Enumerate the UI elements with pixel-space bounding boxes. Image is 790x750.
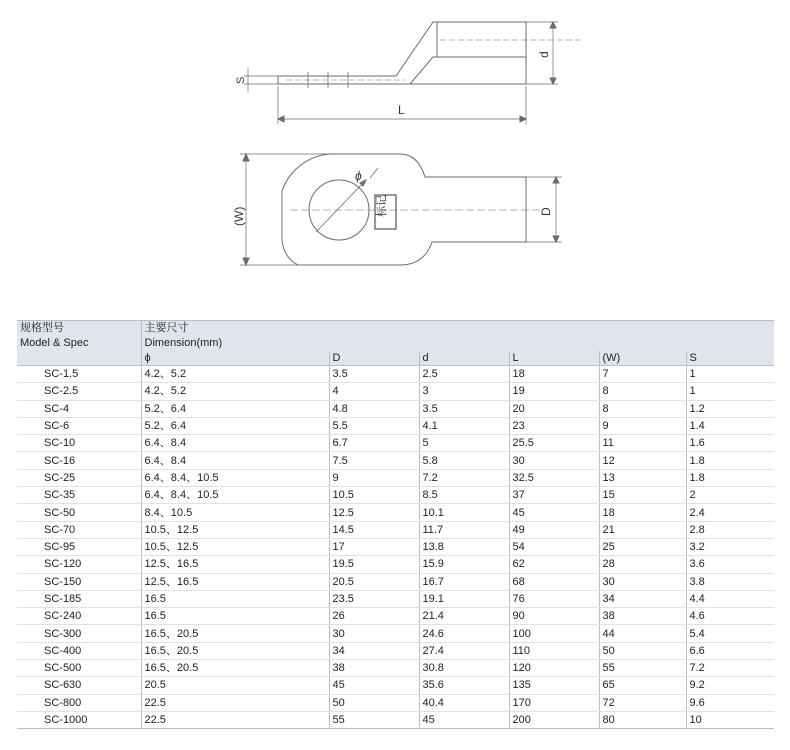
d-big-cell: 9 xyxy=(329,469,419,486)
model-cell: SC-400 xyxy=(17,642,141,659)
w-cell: 12 xyxy=(599,452,686,469)
phi-cell: 6.4、8.4、10.5 xyxy=(141,469,329,486)
l-cell: 68 xyxy=(509,573,599,590)
col-header-d: d xyxy=(419,351,509,366)
d-cell: 4.1 xyxy=(419,417,509,434)
d-big-cell: 55 xyxy=(329,711,419,728)
s-cell: 3.8 xyxy=(686,573,774,590)
model-cell: SC-6 xyxy=(17,417,141,434)
model-cell: SC-800 xyxy=(17,694,141,711)
table-row xyxy=(17,573,774,590)
table-row xyxy=(17,538,774,555)
d-cell: 24.6 xyxy=(419,625,509,642)
phi-cell: 16.5、20.5 xyxy=(141,625,329,642)
s-cell: 1.2 xyxy=(686,400,774,417)
d-cell: 40.4 xyxy=(419,694,509,711)
l-cell: 20 xyxy=(509,400,599,417)
model-cell: SC-16 xyxy=(17,452,141,469)
phi-cell: 4.2、5.2 xyxy=(141,366,329,383)
phi-cell: 16.5 xyxy=(141,590,329,607)
s-cell: 1.6 xyxy=(686,435,774,452)
top-view xyxy=(240,154,562,265)
s-cell: 3.6 xyxy=(686,556,774,573)
s-cell: 7.2 xyxy=(686,660,774,677)
terminal-lug-drawing xyxy=(0,0,790,300)
s-cell: 9.6 xyxy=(686,694,774,711)
table-row xyxy=(17,677,774,694)
d-cell: 19.1 xyxy=(419,590,509,607)
model-cell: SC-1000 xyxy=(17,711,141,728)
d-cell: 35.6 xyxy=(419,677,509,694)
d-cell: 16.7 xyxy=(419,573,509,590)
d-cell: 3 xyxy=(419,383,509,400)
phi-cell: 12.5、16.5 xyxy=(141,573,329,590)
phi-cell: 22.5 xyxy=(141,694,329,711)
w-cell: 72 xyxy=(599,694,686,711)
d-cell: 5.8 xyxy=(419,452,509,469)
table-row xyxy=(17,469,774,486)
w-cell: 13 xyxy=(599,469,686,486)
phi-cell: 20.5 xyxy=(141,677,329,694)
w-cell: 8 xyxy=(599,383,686,400)
w-cell: 44 xyxy=(599,625,686,642)
table-row xyxy=(17,383,774,400)
d-cell: 27.4 xyxy=(419,642,509,659)
model-cell: SC-240 xyxy=(17,608,141,625)
d-big-cell: 12.5 xyxy=(329,504,419,521)
w-cell: 80 xyxy=(599,711,686,728)
s-cell: 10 xyxy=(686,711,774,728)
table-row xyxy=(17,504,774,521)
table-row xyxy=(17,660,774,677)
l-cell: 62 xyxy=(509,556,599,573)
d-big-cell: 3.5 xyxy=(329,366,419,383)
w-cell: 38 xyxy=(599,608,686,625)
d-cell: 7.2 xyxy=(419,469,509,486)
d-big-cell: 17 xyxy=(329,538,419,555)
s-cell: 4.6 xyxy=(686,608,774,625)
d-big-cell: 4.8 xyxy=(329,400,419,417)
model-cell: SC-150 xyxy=(17,573,141,590)
table-row xyxy=(17,694,774,711)
header-dims-en: Dimension(mm) xyxy=(141,336,774,351)
header-dims-cn: 主要尺寸 xyxy=(141,321,774,337)
phi-cell: 5.2、6.4 xyxy=(141,417,329,434)
l-cell: 120 xyxy=(509,660,599,677)
s-cell: 4.4 xyxy=(686,590,774,607)
w-cell: 15 xyxy=(599,487,686,504)
s-cell: 3.2 xyxy=(686,538,774,555)
table-row xyxy=(17,556,774,573)
w-cell: 11 xyxy=(599,435,686,452)
header-row-1 xyxy=(17,321,774,337)
model-cell: SC-185 xyxy=(17,590,141,607)
phi-cell: 8.4、10.5 xyxy=(141,504,329,521)
w-cell: 18 xyxy=(599,504,686,521)
l-cell: 90 xyxy=(509,608,599,625)
header-row-2 xyxy=(17,336,774,351)
model-cell: SC-10 xyxy=(17,435,141,452)
s-cell: 1 xyxy=(686,366,774,383)
table-row xyxy=(17,487,774,504)
dim-label-w: (W) xyxy=(232,206,246,226)
d-big-cell: 20.5 xyxy=(329,573,419,590)
l-cell: 76 xyxy=(509,590,599,607)
s-cell: 1.4 xyxy=(686,417,774,434)
table-row xyxy=(17,400,774,417)
l-cell: 19 xyxy=(509,383,599,400)
w-cell: 55 xyxy=(599,660,686,677)
l-cell: 54 xyxy=(509,538,599,555)
d-big-cell: 6.7 xyxy=(329,435,419,452)
w-cell: 21 xyxy=(599,521,686,538)
col-header-d-big: D xyxy=(329,351,419,366)
model-cell: SC-300 xyxy=(17,625,141,642)
col-header-l: L xyxy=(509,351,599,366)
d-big-cell: 26 xyxy=(329,608,419,625)
model-cell: SC-1.5 xyxy=(17,366,141,383)
dim-label-phi: ϕ xyxy=(355,169,362,183)
d-big-cell: 23.5 xyxy=(329,590,419,607)
side-view xyxy=(244,22,580,124)
w-cell: 7 xyxy=(599,366,686,383)
d-cell: 2.5 xyxy=(419,366,509,383)
l-cell: 110 xyxy=(509,642,599,659)
s-cell: 5.4 xyxy=(686,625,774,642)
s-cell: 6.6 xyxy=(686,642,774,659)
header-blank xyxy=(17,351,141,366)
table-row xyxy=(17,366,774,383)
model-cell: SC-95 xyxy=(17,538,141,555)
phi-cell: 16.5 xyxy=(141,608,329,625)
phi-cell: 16.5、20.5 xyxy=(141,660,329,677)
l-cell: 135 xyxy=(509,677,599,694)
header-row-3 xyxy=(17,351,774,366)
col-header-s: S xyxy=(686,351,774,366)
l-cell: 32.5 xyxy=(509,469,599,486)
s-cell: 2.4 xyxy=(686,504,774,521)
d-big-cell: 14.5 xyxy=(329,521,419,538)
col-header-phi: ϕ xyxy=(141,351,329,366)
table-row xyxy=(17,590,774,607)
l-cell: 25.5 xyxy=(509,435,599,452)
table-row xyxy=(17,452,774,469)
d-big-cell: 30 xyxy=(329,625,419,642)
s-cell: 1 xyxy=(686,383,774,400)
d-big-cell: 50 xyxy=(329,694,419,711)
d-cell: 15.9 xyxy=(419,556,509,573)
col-header-w: (W) xyxy=(599,351,686,366)
phi-cell: 6.4、8.4、10.5 xyxy=(141,487,329,504)
s-cell: 2 xyxy=(686,487,774,504)
dim-label-big-d: D xyxy=(539,207,553,216)
l-cell: 18 xyxy=(509,366,599,383)
d-cell: 11.7 xyxy=(419,521,509,538)
phi-cell: 16.5、20.5 xyxy=(141,642,329,659)
phi-cell: 10.5、12.5 xyxy=(141,538,329,555)
d-big-cell: 5.5 xyxy=(329,417,419,434)
table-row xyxy=(17,711,774,728)
w-cell: 25 xyxy=(599,538,686,555)
phi-cell: 12.5、16.5 xyxy=(141,556,329,573)
dim-label-s: S xyxy=(235,76,247,84)
w-cell: 28 xyxy=(599,556,686,573)
model-cell: SC-630 xyxy=(17,677,141,694)
l-cell: 23 xyxy=(509,417,599,434)
d-cell: 5 xyxy=(419,435,509,452)
dim-label-l: L xyxy=(398,103,405,117)
s-cell: 1.8 xyxy=(686,452,774,469)
d-big-cell: 38 xyxy=(329,660,419,677)
phi-cell: 22.5 xyxy=(141,711,329,728)
l-cell: 170 xyxy=(509,694,599,711)
w-cell: 34 xyxy=(599,590,686,607)
d-big-cell: 10.5 xyxy=(329,487,419,504)
d-big-cell: 7.5 xyxy=(329,452,419,469)
d-cell: 30.8 xyxy=(419,660,509,677)
phi-cell: 5.2、6.4 xyxy=(141,400,329,417)
table-row xyxy=(17,521,774,538)
model-cell: SC-120 xyxy=(17,556,141,573)
l-cell: 45 xyxy=(509,504,599,521)
table-row xyxy=(17,608,774,625)
mark-label: 标记 xyxy=(376,195,388,217)
l-cell: 37 xyxy=(509,487,599,504)
header-model-en: Model & Spec xyxy=(17,336,141,351)
w-cell: 8 xyxy=(599,400,686,417)
phi-cell: 10.5、12.5 xyxy=(141,521,329,538)
phi-cell: 6.4、8.4 xyxy=(141,452,329,469)
w-cell: 30 xyxy=(599,573,686,590)
model-cell: SC-50 xyxy=(17,504,141,521)
s-cell: 9.2 xyxy=(686,677,774,694)
d-big-cell: 4 xyxy=(329,383,419,400)
w-cell: 65 xyxy=(599,677,686,694)
d-cell: 3.5 xyxy=(419,400,509,417)
s-cell: 2.8 xyxy=(686,521,774,538)
l-cell: 49 xyxy=(509,521,599,538)
spec-table xyxy=(17,320,774,729)
d-cell: 45 xyxy=(419,711,509,728)
l-cell: 100 xyxy=(509,625,599,642)
d-cell: 21.4 xyxy=(419,608,509,625)
model-cell: SC-70 xyxy=(17,521,141,538)
d-cell: 10.1 xyxy=(419,504,509,521)
model-cell: SC-4 xyxy=(17,400,141,417)
d-big-cell: 19.5 xyxy=(329,556,419,573)
w-cell: 9 xyxy=(599,417,686,434)
d-big-cell: 34 xyxy=(329,642,419,659)
model-cell: SC-2.5 xyxy=(17,383,141,400)
l-cell: 200 xyxy=(509,711,599,728)
table-row xyxy=(17,417,774,434)
table-row xyxy=(17,625,774,642)
table-row xyxy=(17,435,774,452)
d-cell: 8.5 xyxy=(419,487,509,504)
l-cell: 30 xyxy=(509,452,599,469)
model-cell: SC-35 xyxy=(17,487,141,504)
model-cell: SC-500 xyxy=(17,660,141,677)
phi-cell: 4.2、5.2 xyxy=(141,383,329,400)
table-row xyxy=(17,642,774,659)
d-cell: 13.8 xyxy=(419,538,509,555)
s-cell: 1.8 xyxy=(686,469,774,486)
phi-cell: 6.4、8.4 xyxy=(141,435,329,452)
w-cell: 50 xyxy=(599,642,686,659)
header-model-cn: 规格型号 xyxy=(17,321,141,337)
model-cell: SC-25 xyxy=(17,469,141,486)
dim-label-d: d xyxy=(537,51,551,58)
d-big-cell: 45 xyxy=(329,677,419,694)
